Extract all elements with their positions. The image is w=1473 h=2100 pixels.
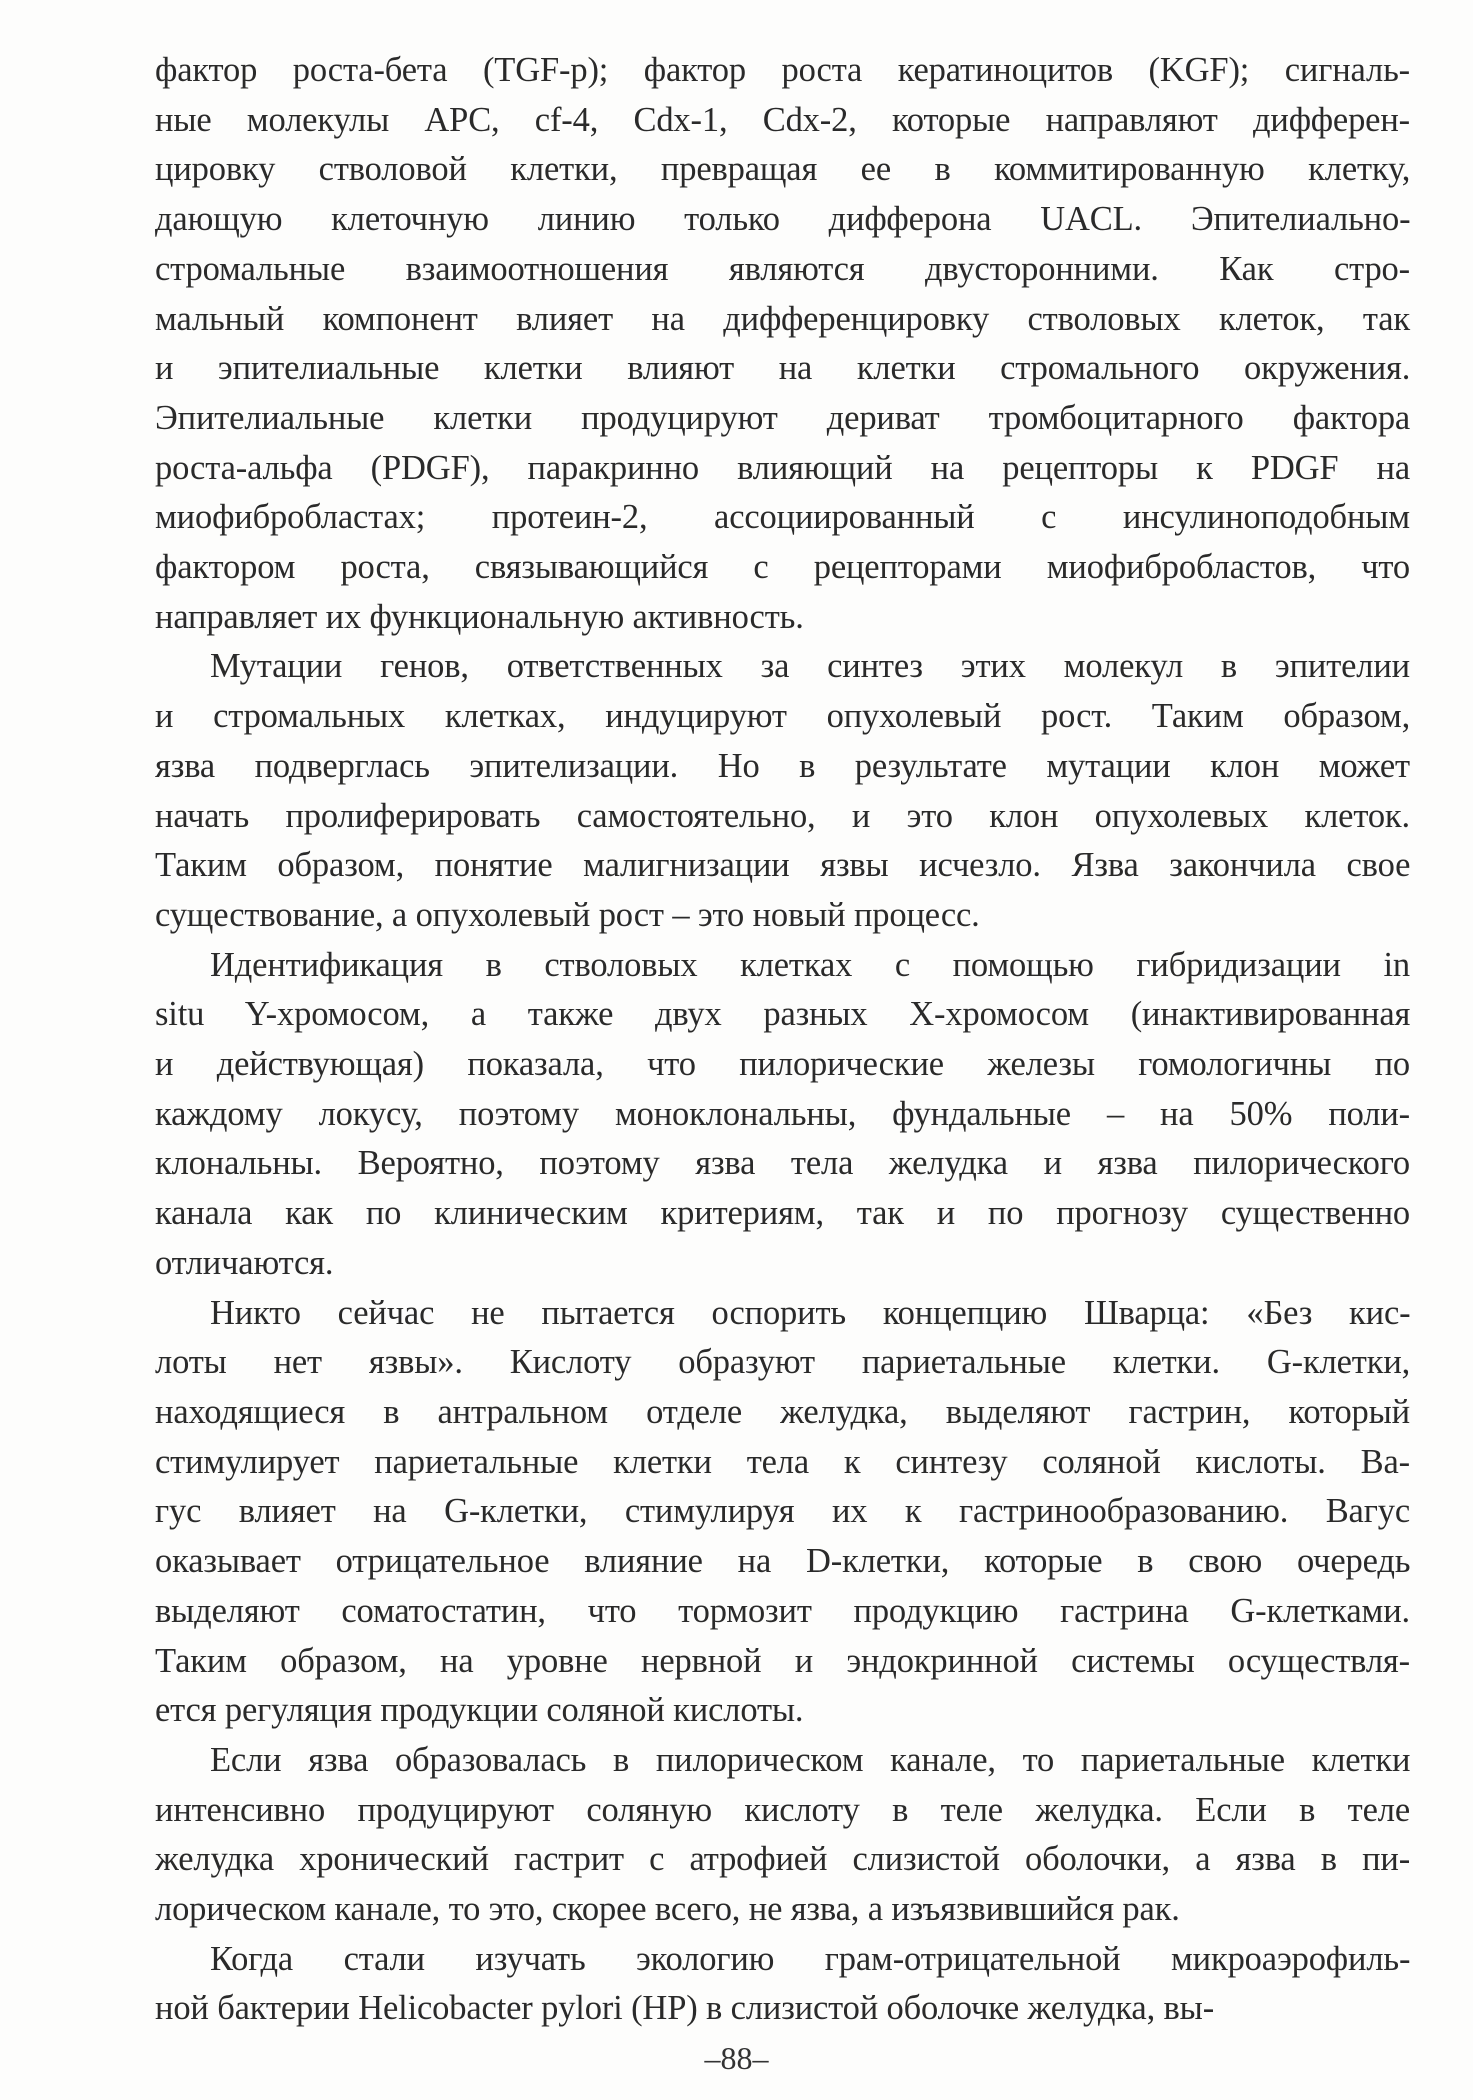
- paragraph: [155, 1935, 1410, 2034]
- text-line: выделяют соматостатин, что тормозит продукцию гастрина G-клетками.: [155, 1591, 1410, 1630]
- text-line: Таким образом, понятие малигнизации язвы исчезло. Язва закончила свое: [155, 846, 1411, 885]
- paragraph: [155, 46, 1410, 642]
- text-line: желудка хронический гастрит с атрофией слизистой оболочки, а язва в пи-: [155, 1840, 1411, 1879]
- text-line: и действующая) показала, что пилорические железы гомологичны по: [155, 1045, 1410, 1084]
- text-line: дающую клеточную линию только дифферона UACL. Эпителиально-: [155, 200, 1411, 239]
- text-line: клональны. Вероятно, поэтому язва тела желудка и язва пилорического: [155, 1144, 1410, 1183]
- text-line: существование, а опухолевый рост – это новый процесс.: [155, 895, 980, 934]
- text-line: и эпителиальные клетки влияют на клетки стромального окружения.: [155, 349, 1411, 388]
- text-line: фактором роста, связывающийся с рецепторами миофибробластов, что: [155, 548, 1411, 587]
- text-line: Идентификация в стволовых клетках с помощью гибридизации in: [210, 945, 1410, 984]
- paragraph: [155, 642, 1410, 940]
- text-line: начать пролиферировать самостоятельно, и это клон опухолевых клеток.: [155, 796, 1410, 835]
- text-line: Никто сейчас не пытается оспорить концепцию Шварца: «Без кис-: [210, 1293, 1411, 1332]
- text-line: стромальные взаимоотношения являются двусторонними. Как стро-: [155, 249, 1410, 288]
- text-line: канала как по клиническим критериям, так и по прогнозу существенно: [155, 1194, 1410, 1233]
- text-line: находящиеся в антральном отделе желудка, выделяют гастрин, который: [155, 1392, 1410, 1431]
- text-line: Таким образом, на уровне нервной и эндокринной системы осуществля-: [155, 1641, 1410, 1680]
- text-line: Эпителиальные клетки продуцируют дериват тромбоцитарного фактора: [155, 398, 1411, 437]
- paragraph: [155, 941, 1410, 1289]
- text-line: гус влияет на G-клетки, стимулируя их к гастринообразованию. Вагус: [155, 1492, 1410, 1531]
- text-line: Когда стали изучать экологию грам-отрицательной микроаэрофиль-: [210, 1939, 1411, 1978]
- text-body: [155, 46, 1410, 2034]
- text-line: мальный компонент влияет на дифференцировку стволовых клеток, так: [155, 299, 1410, 338]
- text-line: миофибробластах; протеин-2, ассоциированный с инсулиноподобным: [155, 498, 1410, 537]
- paragraph: [155, 1289, 1410, 1736]
- text-line: оказывает отрицательное влияние на D-клетки, которые в свою очередь: [155, 1542, 1411, 1581]
- text-line: и стромальных клетках, индуцируют опухолевый рост. Таким образом,: [155, 697, 1411, 736]
- paragraph: [155, 1736, 1410, 1935]
- text-line: ной бактерии Helicobacter pylori (HP) в слизистой оболочке желудка, вы-: [155, 1989, 1215, 2028]
- text-line: лорическом канале, то это, скорее всего, не язва, а изъязвившийся рак.: [155, 1890, 1180, 1929]
- text-line: цировку стволовой клетки, превращая ее в коммитированную клетку,: [155, 150, 1411, 189]
- text-line: язва подверглась эпителизации. Но в результате мутации клон может: [155, 746, 1410, 785]
- text-line: каждому локусу, поэтому моноклональны, фундальные – на 50% поли-: [155, 1094, 1410, 1133]
- text-line: лоты нет язвы». Кислоту образуют париетальные клетки. G-клетки,: [155, 1343, 1411, 1382]
- text-line: стимулирует париетальные клетки тела к синтезу соляной кислоты. Ва-: [155, 1442, 1410, 1481]
- text-line: Мутации генов, ответственных за синтез этих молекул в эпителии: [210, 647, 1410, 686]
- page-number: –88–: [704, 2040, 769, 2076]
- text-line: situ Y-хромосом, а также двух разных X-хромосом (инактивированная: [155, 995, 1411, 1034]
- text-line: ные молекулы APC, cf-4, Cdx-1, Cdx-2, которые направляют дифферен-: [155, 100, 1410, 139]
- text-line: фактор роста-бета (TGF-p); фактор роста кератиноцитов (KGF); сигналь-: [155, 51, 1410, 89]
- text-line: Если язва образовалась в пилорическом канале, то париетальные клетки: [210, 1740, 1411, 1779]
- text-line: интенсивно продуцируют соляную кислоту в теле желудка. Если в теле: [155, 1790, 1410, 1829]
- text-line: роста-альфа (PDGF), паракринно влияющий на рецепторы к PDGF на: [155, 448, 1410, 487]
- text-line: отличаются.: [155, 1243, 334, 1282]
- text-line: направляет их функциональную активность.: [155, 597, 804, 636]
- text-line: ется регуляция продукции соляной кислоты.: [155, 1691, 804, 1730]
